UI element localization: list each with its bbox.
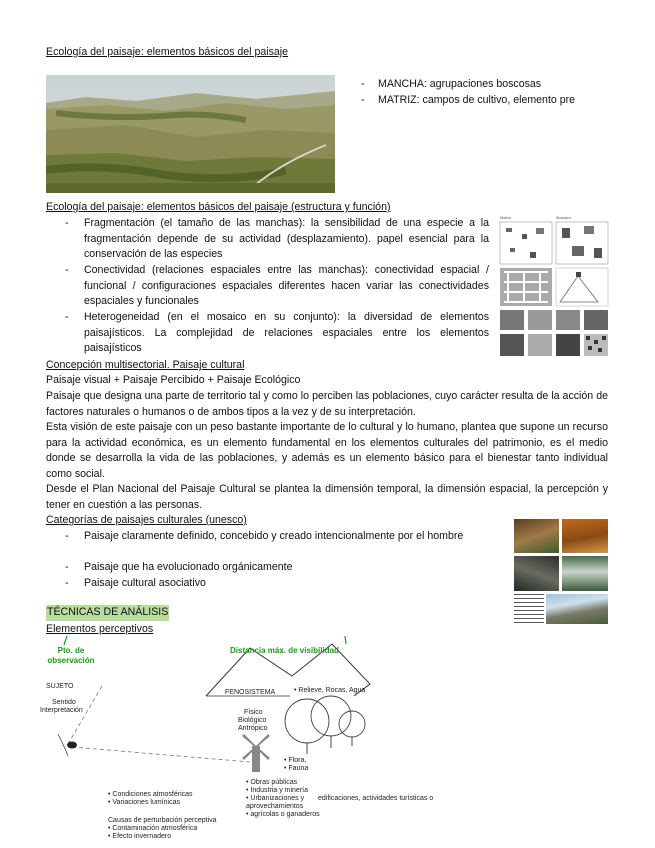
categoria-2: Paisaje que ha evolucionado orgánicamente <box>84 561 293 573</box>
bullet-matriz: - <box>361 94 365 106</box>
conectividad-text: Conectividad (relaciones espaciales entre las manchas): conectividad espacial / funcional / configuraciones espaciales diferentes hacen variar las conectividades espaciales y funcionales <box>84 264 489 307</box>
anthropic-5: • agrícolas o ganaderos <box>246 811 320 818</box>
buildings-label: edificaciones, actividades turísticas o <box>318 795 434 802</box>
categoria-1: Paisaje claramente definido, concebido y creado intencionalmente por el hombre <box>84 530 464 542</box>
bullet-mancha: - <box>361 78 365 90</box>
anthropic-4: aprovechamientos <box>246 803 304 810</box>
section-title-2: Ecología del paisaje: elementos básicos del paisaje (estructura y función) <box>46 201 391 213</box>
matriz-label: Matriz <box>500 215 511 220</box>
cultural-photo-2 <box>562 519 608 553</box>
layer-biologico: Biológico <box>238 717 267 724</box>
disturbance-title: Causas de perturbación perceptiva <box>108 817 217 824</box>
section-title-5: TÉCNICAS DE ANÁLISIS <box>46 605 169 621</box>
observation-point-label: Pto. de observación <box>47 646 95 665</box>
fauna-label: • Fauna <box>284 765 309 772</box>
anthropic-3: • Urbanizaciones y <box>246 795 305 802</box>
bullet-dash: - <box>65 311 69 323</box>
bullet-dash: - <box>65 530 69 542</box>
anthropic-1: • Obras públicas <box>246 779 298 786</box>
paragraph-1: Paisaje que designa una parte de territorio tal y como lo perciben las poblaciones, cuyo carácter resulta de la acción de factores naturales o humanos o de ambos tipos a la vez y de su interpretación. <box>46 390 608 418</box>
light-variations-label: • Variaciones lumínicas <box>108 799 180 806</box>
anthropic-2: • Industria y minería <box>246 787 308 794</box>
bullet-dash: - <box>65 264 69 276</box>
cultural-photo-1 <box>514 519 559 553</box>
section-title-4: Categorías de paisajes culturales (unesco) <box>46 514 247 526</box>
layer-fisico: Físico <box>244 709 263 716</box>
patch-diagram <box>498 214 610 358</box>
mosaico-label: Mosaico <box>556 215 571 220</box>
section-title-1: Ecología del paisaje: elementos básicos del paisaje <box>46 46 289 58</box>
cultural-photo-3 <box>514 556 559 591</box>
max-distance-label: Distancia máx. de visibilidad <box>230 646 339 655</box>
layer-antropico: Antrópico <box>238 725 268 732</box>
paragraph-2: Esta visión de este paisaje con un peso bastante importante de lo cultural y lo humano, plantea que supone un recurso para la actividad económica, es un elemento fundamental en los elementos culturales del patrimonio, es el medio donde se desarrolla la vida de las poblaciones, y además es un elemento básico para el bienestar tanto individual como social. <box>46 421 608 480</box>
mancha-text: MANCHA: agrupaciones boscosas <box>378 78 542 90</box>
paisaje-formula: Paisaje visual + Paisaje Percibido + Paisaje Ecológico <box>46 374 301 386</box>
cultural-photo-5 <box>546 594 608 624</box>
paragraph-3: Desde el Plan Nacional del Paisaje Cultural se plantea la dimensión temporal, la dimensión espacial, la percepción y tener en cuestión a las personas. <box>46 483 608 511</box>
interpretation-label: Interpretación <box>40 707 83 714</box>
elementos-perceptivos: Elementos perceptivos <box>46 623 154 635</box>
atmospheric-label: • Condiciones atmosféricas <box>108 791 193 798</box>
bullet-dash: - <box>65 577 69 589</box>
flora-label: • Flora, <box>284 757 307 764</box>
cultural-text-thumb <box>514 594 544 624</box>
subject-label: SUJETO <box>46 683 74 690</box>
bullet-dash: - <box>65 217 69 229</box>
landscape-photo <box>46 75 335 193</box>
heterogeneidad-text: Heterogeneidad (en el mosaico en su conjunto): la diversidad de elementos paisajísticos. La complejidad de relaciones espaciales entre los elementos paisajísticos <box>84 311 489 354</box>
section-title-3: Concepción multisectorial. Paisaje cultural <box>46 359 245 371</box>
fenosistema-label: FENOSISTEMA <box>225 689 276 696</box>
pollution-label: • Contaminación atmosférica <box>108 825 198 832</box>
bullet-dash: - <box>65 561 69 573</box>
categoria-3: Paisaje cultural asociativo <box>84 577 206 589</box>
matriz-text: MATRIZ: campos de cultivo, elemento pre <box>378 94 576 106</box>
sense-label: Sentido <box>52 699 76 706</box>
relief-label: • Relieve, Rocas, Agua <box>294 687 366 694</box>
fragmentacion-text: Fragmentación (el tamaño de las manchas): la sensibilidad de una especie a la fragmentación depende de su actividad (desplazamiento). papel esencial para la conservación de las especies <box>84 217 489 260</box>
greenhouse-label: • Efecto invernadero <box>108 833 172 840</box>
cultural-photo-4 <box>562 556 608 591</box>
perception-diagram <box>0 636 655 848</box>
